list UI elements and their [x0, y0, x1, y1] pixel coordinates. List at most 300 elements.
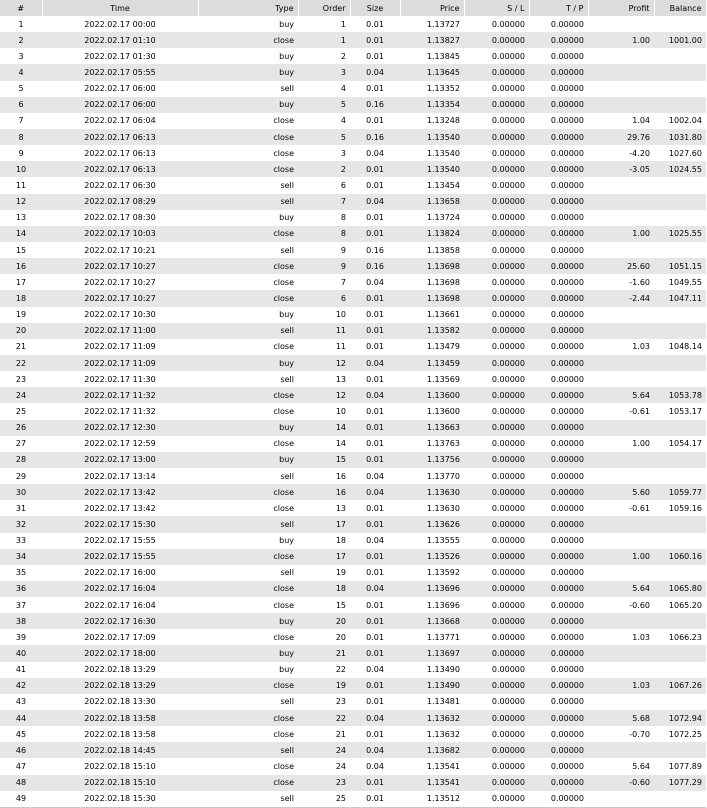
- cell-type: close: [198, 710, 298, 726]
- cell-type: close: [273, 116, 294, 126]
- cell-number: 4: [0, 64, 42, 80]
- cell-stop-loss: 0.00000: [464, 323, 529, 339]
- cell-stop-loss: 0.00000: [491, 148, 525, 158]
- cell-order: 13: [335, 503, 346, 513]
- cell-number: 18: [0, 290, 42, 306]
- cell-balance: [654, 516, 706, 532]
- cell-type: close: [198, 161, 298, 177]
- cell-balance: [654, 16, 706, 32]
- cell-size: 0.04: [366, 471, 384, 481]
- table-row[interactable]: [0, 468, 706, 484]
- cell-number: 32: [0, 516, 42, 532]
- cell-size: 0.01: [350, 791, 400, 808]
- cell-price: 1.13632: [400, 710, 464, 726]
- cell-balance: [654, 565, 706, 581]
- cell-time: 2022.02.17 06:13: [42, 161, 198, 177]
- cell-profit: 1.03: [632, 632, 650, 642]
- cell-balance: [654, 662, 706, 678]
- table-row[interactable]: [0, 226, 706, 242]
- cell-take-profit: 0.00000: [550, 84, 584, 94]
- table-row[interactable]: [0, 371, 706, 387]
- table-row[interactable]: [0, 258, 706, 274]
- cell-take-profit: 0.00000: [550, 245, 584, 255]
- cell-price: 1.13632: [426, 729, 460, 739]
- cell-number: 34: [0, 549, 42, 565]
- cell-profit: [588, 420, 654, 436]
- cell-number: 14: [0, 226, 42, 242]
- cell-size: 0.01: [366, 632, 384, 642]
- cell-balance: [654, 177, 706, 193]
- cell-take-profit: 0.00000: [529, 581, 588, 597]
- cell-time: 2022.02.17 11:32: [42, 387, 198, 403]
- cell-stop-loss: 0.00000: [464, 613, 529, 629]
- cell-size: 0.01: [350, 32, 400, 48]
- cell-type: close: [198, 129, 298, 145]
- cell-order: 23: [335, 697, 346, 707]
- cell-size: 0.04: [350, 710, 400, 726]
- cell-type: close: [273, 342, 294, 352]
- table-row[interactable]: [0, 64, 706, 80]
- cell-take-profit: 0.00000: [529, 161, 588, 177]
- cell-balance: [654, 307, 706, 323]
- cell-profit: [588, 355, 654, 371]
- cell-type: sell: [280, 180, 294, 190]
- cell-balance: [654, 64, 706, 80]
- cell-price: 1.13352: [426, 84, 460, 94]
- cell-balance: 1067.26: [654, 678, 706, 694]
- cell-balance: [654, 210, 706, 226]
- table-row[interactable]: [0, 48, 706, 64]
- cell-order: 3: [298, 64, 350, 80]
- cell-profit: [588, 452, 654, 468]
- cell-stop-loss: 0.00000: [491, 51, 525, 61]
- cell-take-profit: 0.00000: [529, 452, 588, 468]
- table-row[interactable]: [0, 323, 706, 339]
- cell-price: 1.13541: [426, 762, 460, 772]
- table-row[interactable]: [0, 339, 706, 355]
- cell-size: 0.01: [350, 290, 400, 306]
- cell-take-profit: 0.00000: [529, 323, 588, 339]
- cell-stop-loss: 0.00000: [491, 503, 525, 513]
- cell-price: 1.13626: [400, 516, 464, 532]
- cell-stop-loss: 0.00000: [491, 116, 525, 126]
- cell-time: 2022.02.17 08:30: [84, 213, 156, 223]
- cell-stop-loss: 0.00000: [491, 729, 525, 739]
- column-header-balance[interactable]: Balance: [654, 0, 706, 16]
- cell-price: 1.13845: [426, 51, 460, 61]
- cell-price: 1.13698: [400, 258, 464, 274]
- cell-stop-loss: 0.00000: [464, 161, 529, 177]
- cell-balance: [654, 694, 706, 710]
- cell-profit: [588, 516, 654, 532]
- cell-size: 0.04: [350, 64, 400, 80]
- cell-price: 1.13696: [400, 581, 464, 597]
- cell-profit: [588, 662, 654, 678]
- cell-price: 1.13490: [426, 665, 460, 675]
- table-row[interactable]: [0, 581, 706, 597]
- cell-order: 4: [340, 116, 346, 126]
- cell-type: buy: [198, 452, 298, 468]
- cell-size: 0.04: [350, 484, 400, 500]
- cell-stop-loss: 0.00000: [491, 697, 525, 707]
- cell-type: close: [273, 729, 294, 739]
- table-row[interactable]: [0, 194, 706, 210]
- cell-order: 21: [298, 645, 350, 661]
- cell-stop-loss: 0.00000: [491, 665, 525, 675]
- cell-take-profit: 0.00000: [529, 549, 588, 565]
- cell-time: 2022.02.17 10:03: [42, 226, 198, 242]
- cell-balance: 1077.89: [668, 762, 702, 772]
- cell-order: 22: [335, 665, 346, 675]
- cell-stop-loss: 0.00000: [491, 406, 525, 416]
- cell-profit: [588, 81, 654, 97]
- column-header-time[interactable]: Time: [42, 0, 198, 16]
- column-header-take-profit[interactable]: T / P: [529, 0, 588, 16]
- cell-number: 21: [15, 342, 27, 352]
- cell-take-profit: 0.00000: [529, 484, 588, 500]
- cell-number: 19: [15, 310, 27, 320]
- cell-type: sell: [198, 194, 298, 210]
- table-row[interactable]: [0, 662, 706, 678]
- cell-profit: [588, 194, 654, 210]
- cell-price: 1.13490: [400, 678, 464, 694]
- table-row[interactable]: [0, 403, 706, 419]
- cell-balance: [654, 194, 706, 210]
- cell-balance: [654, 742, 706, 758]
- cell-time: 2022.02.17 10:27: [84, 277, 156, 287]
- cell-time: 2022.02.17 18:00: [42, 645, 198, 661]
- cell-number: 48: [0, 775, 42, 791]
- cell-number: 13: [15, 213, 27, 223]
- cell-time: 2022.02.18 15:10: [84, 762, 156, 772]
- cell-balance: 1049.55: [668, 277, 702, 287]
- cell-take-profit: 0.00000: [550, 19, 584, 29]
- cell-stop-loss: 0.00000: [464, 129, 529, 145]
- table-row[interactable]: [0, 694, 706, 710]
- cell-profit: 1.00: [632, 439, 650, 449]
- cell-order: 19: [335, 568, 346, 578]
- cell-number: 46: [0, 742, 42, 758]
- cell-type: sell: [198, 742, 298, 758]
- cell-order: 4: [340, 84, 346, 94]
- cell-take-profit: 0.00000: [550, 180, 584, 190]
- cell-number: 24: [0, 387, 42, 403]
- cell-type: close: [198, 678, 298, 694]
- table-row[interactable]: [0, 387, 706, 403]
- cell-profit: [588, 16, 654, 32]
- cell-type: close: [273, 439, 294, 449]
- cell-number: 15: [15, 245, 27, 255]
- cell-time: 2022.02.17 10:30: [84, 310, 156, 320]
- table-row[interactable]: [0, 113, 706, 129]
- cell-time: 2022.02.17 06:04: [84, 116, 156, 126]
- table-row[interactable]: [0, 32, 706, 48]
- cell-price: 1.13459: [400, 355, 464, 371]
- column-header-number[interactable]: #: [0, 0, 42, 16]
- cell-type: close: [198, 484, 298, 500]
- cell-stop-loss: 0.00000: [464, 355, 529, 371]
- cell-stop-loss: 0.00000: [491, 471, 525, 481]
- cell-balance: 1025.55: [654, 226, 706, 242]
- cell-profit: -0.61: [629, 406, 650, 416]
- cell-number: 41: [15, 665, 27, 675]
- table-row[interactable]: [0, 484, 706, 500]
- table-row[interactable]: [0, 97, 706, 113]
- cell-take-profit: 0.00000: [550, 729, 584, 739]
- table-row[interactable]: [0, 533, 706, 549]
- cell-order: 16: [335, 471, 346, 481]
- cell-size: 0.01: [350, 452, 400, 468]
- table-row[interactable]: [0, 678, 706, 694]
- cell-profit: 1.03: [588, 678, 654, 694]
- table-row[interactable]: [0, 565, 706, 581]
- table-row[interactable]: [0, 775, 706, 791]
- table-row[interactable]: [0, 791, 706, 808]
- table-row[interactable]: [0, 742, 706, 758]
- table-row[interactable]: [0, 16, 706, 32]
- cell-balance: 1054.17: [668, 439, 702, 449]
- cell-type: buy: [279, 665, 294, 675]
- cell-price: 1.13696: [426, 600, 460, 610]
- cell-balance: [654, 791, 706, 808]
- cell-balance: 1060.16: [654, 549, 706, 565]
- column-header-size[interactable]: Size: [350, 0, 400, 16]
- cell-order: 8: [340, 213, 346, 223]
- cell-number: 35: [15, 568, 27, 578]
- table-row[interactable]: [0, 500, 706, 516]
- cell-take-profit: 0.00000: [550, 116, 584, 126]
- cell-price: 1.13756: [400, 452, 464, 468]
- cell-order: 1: [340, 19, 346, 29]
- table-row[interactable]: [0, 274, 706, 290]
- table-row[interactable]: [0, 758, 706, 774]
- cell-time: 2022.02.17 01:30: [84, 51, 156, 61]
- cell-profit: [588, 791, 654, 808]
- column-header-order[interactable]: Order: [298, 0, 350, 16]
- table-row[interactable]: [0, 242, 706, 258]
- table-row[interactable]: [0, 710, 706, 726]
- cell-balance: [654, 48, 706, 64]
- cell-order: 13: [335, 374, 346, 384]
- cell-type: buy: [198, 97, 298, 113]
- cell-type: close: [198, 32, 298, 48]
- cell-balance: [654, 645, 706, 661]
- cell-take-profit: 0.00000: [550, 277, 584, 287]
- cell-price: 1.13354: [400, 97, 464, 113]
- cell-order: 6: [298, 290, 350, 306]
- cell-time: 2022.02.18 13:58: [84, 729, 156, 739]
- cell-number: 8: [0, 129, 42, 145]
- cell-price: 1.13771: [426, 632, 460, 642]
- cell-type: buy: [279, 310, 294, 320]
- cell-stop-loss: 0.00000: [464, 742, 529, 758]
- cell-take-profit: 0.00000: [550, 697, 584, 707]
- cell-profit: -1.60: [629, 277, 650, 287]
- cell-type: sell: [280, 568, 294, 578]
- header-row: [0, 0, 706, 16]
- cell-stop-loss: 0.00000: [464, 32, 529, 48]
- cell-profit: -4.20: [629, 148, 650, 158]
- cell-balance: [654, 323, 706, 339]
- table-row[interactable]: [0, 516, 706, 532]
- cell-size: 0.01: [366, 310, 384, 320]
- cell-balance: 1027.60: [668, 148, 702, 158]
- cell-order: 20: [335, 632, 346, 642]
- cell-balance: [654, 81, 706, 97]
- table-row[interactable]: [0, 177, 706, 193]
- cell-price: 1.13540: [400, 161, 464, 177]
- cell-time: 2022.02.17 06:00: [84, 84, 156, 94]
- cell-size: 0.01: [350, 775, 400, 791]
- cell-time: 2022.02.17 13:42: [84, 503, 156, 513]
- column-header-price[interactable]: Price: [400, 0, 464, 16]
- cell-time: 2022.02.18 13:58: [42, 710, 198, 726]
- cell-profit: 5.64: [588, 387, 654, 403]
- cell-take-profit: 0.00000: [550, 374, 584, 384]
- table-row[interactable]: [0, 161, 706, 177]
- cell-balance: 1065.20: [668, 600, 702, 610]
- cell-price: 1.13526: [400, 549, 464, 565]
- cell-balance: 1059.16: [668, 503, 702, 513]
- column-header-profit[interactable]: Profit: [588, 0, 654, 16]
- table-row[interactable]: [0, 290, 706, 306]
- cell-type: buy: [198, 645, 298, 661]
- cell-price: 1.13541: [400, 775, 464, 791]
- cell-balance: [654, 468, 706, 484]
- cell-time: 2022.02.18 13:30: [84, 697, 156, 707]
- cell-profit: [588, 210, 654, 226]
- cell-price: 1.13668: [400, 613, 464, 629]
- cell-balance: [654, 420, 706, 436]
- table-row[interactable]: [0, 420, 706, 436]
- cell-price: 1.13600: [400, 387, 464, 403]
- cell-number: 9: [18, 148, 24, 158]
- cell-balance: 1066.23: [668, 632, 702, 642]
- cell-balance: 1024.55: [654, 161, 706, 177]
- cell-take-profit: 0.00000: [529, 613, 588, 629]
- column-header-stop-loss[interactable]: S / L: [464, 0, 529, 16]
- cell-balance: 1031.80: [654, 129, 706, 145]
- cell-take-profit: 0.00000: [529, 387, 588, 403]
- cell-number: 22: [0, 355, 42, 371]
- cell-order: 15: [335, 600, 346, 610]
- cell-take-profit: 0.00000: [550, 762, 584, 772]
- cell-balance: [654, 613, 706, 629]
- cell-order: 10: [335, 406, 346, 416]
- cell-number: 16: [0, 258, 42, 274]
- cell-type: close: [198, 258, 298, 274]
- cell-order: 24: [335, 762, 346, 772]
- cell-price: 1.13630: [400, 484, 464, 500]
- cell-type: sell: [280, 697, 294, 707]
- cell-balance: 1051.15: [654, 258, 706, 274]
- cell-take-profit: 0.00000: [529, 355, 588, 371]
- table-row[interactable]: [0, 629, 706, 645]
- cell-order: 9: [298, 258, 350, 274]
- cell-stop-loss: 0.00000: [491, 19, 525, 29]
- cell-size: 0.01: [350, 161, 400, 177]
- cell-size: 0.04: [350, 194, 400, 210]
- table-row[interactable]: [0, 81, 706, 97]
- cell-take-profit: 0.00000: [529, 420, 588, 436]
- cell-size: 0.04: [366, 148, 384, 158]
- table-row[interactable]: [0, 307, 706, 323]
- cell-number: 17: [15, 277, 27, 287]
- table-row[interactable]: [0, 210, 706, 226]
- cell-profit: [588, 48, 654, 64]
- column-header-type[interactable]: Type: [198, 0, 298, 16]
- cell-take-profit: 0.00000: [550, 439, 584, 449]
- table-row[interactable]: [0, 436, 706, 452]
- cell-stop-loss: 0.00000: [491, 84, 525, 94]
- cell-price: 1.13724: [426, 213, 460, 223]
- cell-stop-loss: 0.00000: [491, 310, 525, 320]
- cell-type: close: [198, 775, 298, 791]
- table-row[interactable]: [0, 549, 706, 565]
- cell-order: 12: [298, 355, 350, 371]
- cell-profit: -0.60: [588, 775, 654, 791]
- table-row[interactable]: [0, 597, 706, 613]
- cell-stop-loss: 0.00000: [464, 791, 529, 808]
- cell-time: 2022.02.18 15:30: [42, 791, 198, 808]
- cell-time: 2022.02.17 16:04: [42, 581, 198, 597]
- cell-take-profit: 0.00000: [529, 290, 588, 306]
- cell-stop-loss: 0.00000: [464, 194, 529, 210]
- cell-size: 0.01: [366, 439, 384, 449]
- cell-time: 2022.02.17 12:30: [42, 420, 198, 436]
- cell-price: 1.13454: [426, 180, 460, 190]
- cell-size: 0.01: [350, 226, 400, 242]
- cell-balance: 1077.29: [654, 775, 706, 791]
- cell-stop-loss: 0.00000: [464, 452, 529, 468]
- cell-take-profit: 0.00000: [550, 148, 584, 158]
- cell-take-profit: 0.00000: [529, 775, 588, 791]
- cell-time: 2022.02.17 06:00: [42, 97, 198, 113]
- table-row[interactable]: [0, 645, 706, 661]
- cell-profit: [588, 533, 654, 549]
- cell-type: close: [198, 581, 298, 597]
- cell-order: 6: [340, 180, 346, 190]
- table-row[interactable]: [0, 145, 706, 161]
- cell-price: 1.13582: [400, 323, 464, 339]
- cell-stop-loss: 0.00000: [464, 226, 529, 242]
- cell-price: 1.13645: [400, 64, 464, 80]
- cell-size: 0.04: [350, 355, 400, 371]
- cell-number: 28: [0, 452, 42, 468]
- table-row[interactable]: [0, 452, 706, 468]
- cell-number: 29: [15, 471, 27, 481]
- cell-type: buy: [279, 536, 294, 546]
- cell-stop-loss: 0.00000: [464, 678, 529, 694]
- table-row[interactable]: [0, 355, 706, 371]
- cell-type: sell: [198, 323, 298, 339]
- cell-stop-loss: 0.00000: [464, 549, 529, 565]
- cell-number: 36: [0, 581, 42, 597]
- cell-order: 19: [298, 678, 350, 694]
- cell-type: sell: [198, 516, 298, 532]
- cell-number: 45: [15, 729, 27, 739]
- cell-order: 23: [298, 775, 350, 791]
- cell-order: 7: [340, 277, 346, 287]
- table-row[interactable]: [0, 613, 706, 629]
- table-row[interactable]: [0, 726, 706, 742]
- cell-balance: 1065.80: [654, 581, 706, 597]
- cell-price: 1.13569: [426, 374, 460, 384]
- table-row[interactable]: [0, 129, 706, 145]
- cell-take-profit: 0.00000: [550, 536, 584, 546]
- cell-order: 15: [298, 452, 350, 468]
- cell-price: 1.13555: [426, 536, 460, 546]
